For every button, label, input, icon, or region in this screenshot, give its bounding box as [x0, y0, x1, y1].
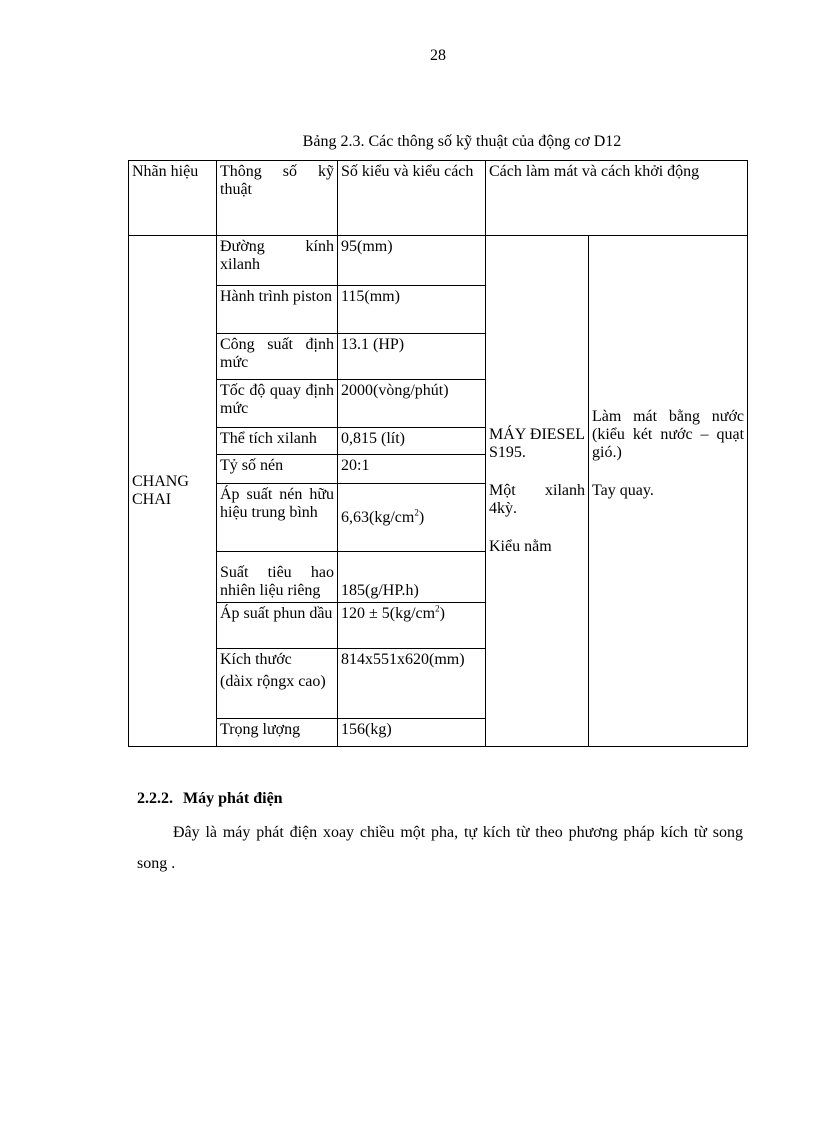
- table-cell-value: 814x551x620(mm): [338, 649, 486, 719]
- spec-table: [128, 160, 748, 747]
- start-method: Tay quay.: [592, 482, 654, 499]
- engine-cylinder: Một xilanh 4kỳ.: [489, 482, 585, 517]
- engine-type: MÁY ĐIESEL S195.: [489, 426, 585, 461]
- table-cell-value: 13.1 (HP): [338, 334, 486, 380]
- brand-cell: CHANG CHAI: [129, 236, 217, 747]
- table-cell-value: 185(g/HP.h): [338, 552, 486, 603]
- body-paragraph: Đây là máy phát điện xoay chiều một pha, tự kích từ theo phương pháp kích từ song song .: [137, 824, 743, 872]
- table-cell-param: Suất tiêu hao nhiên liệu riêng: [217, 552, 338, 603]
- cooling-method: Làm mát bằng nước (kiểu két nước – quạt gió.): [592, 408, 745, 461]
- table-cell-value: $120 \pm 5(kg/cm^2)$: [338, 603, 486, 649]
- table-cell-value: 115(mm): [338, 286, 486, 334]
- header-cooling: Cách làm mát và cách khởi động: [486, 161, 748, 236]
- table-cell-param: Tỷ số nén: [217, 455, 338, 484]
- table-cell-value: $6,63(kg/cm^2)$: [338, 484, 486, 552]
- page-number: 28: [430, 47, 446, 64]
- dimension-detail: (dàix rộngx cao): [220, 673, 326, 690]
- table-cell-value: 20:1: [338, 455, 486, 484]
- engine-layout: Kiểu nằm: [489, 538, 552, 555]
- engine-cell: [486, 236, 589, 747]
- header-value: Số kiểu và kiểu cách: [338, 161, 486, 236]
- table-cell-value: 2000(vòng/phút): [338, 380, 486, 428]
- table-cell-value: 0,815 (lít): [338, 428, 486, 455]
- section-title: Máy phát điện: [183, 790, 283, 807]
- cooling-cell: [589, 236, 748, 747]
- dimension-label: Kích thước: [220, 651, 292, 668]
- table-caption: Bảng 2.3. Các thông số kỹ thuật của động cơ D12: [302, 133, 622, 150]
- table-cell-value: 95(mm): [338, 236, 486, 286]
- table-cell-param: Áp suất nén hữu hiệu trung bình: [217, 484, 338, 552]
- table-cell-param: Đường kính xilanh: [217, 236, 338, 286]
- section-heading: [137, 790, 283, 808]
- table-cell-param: Trọng lượng: [217, 719, 338, 747]
- table-cell-param: Hành trình piston: [217, 286, 338, 334]
- table-cell-param: Công suất định mức: [217, 334, 338, 380]
- table-cell-param: Thể tích xilanh: [217, 428, 338, 455]
- table-cell-param: Áp suất phun dầu: [217, 603, 338, 649]
- header-brand: Nhãn hiệu: [129, 161, 217, 236]
- table-cell-param: Tốc độ quay định mức: [217, 380, 338, 428]
- table-cell-value: 156(kg): [338, 719, 486, 747]
- table-cell-param: [217, 649, 338, 719]
- header-param: Thông số kỹ thuật: [217, 161, 338, 236]
- section-number: 2.2.2.: [137, 790, 173, 807]
